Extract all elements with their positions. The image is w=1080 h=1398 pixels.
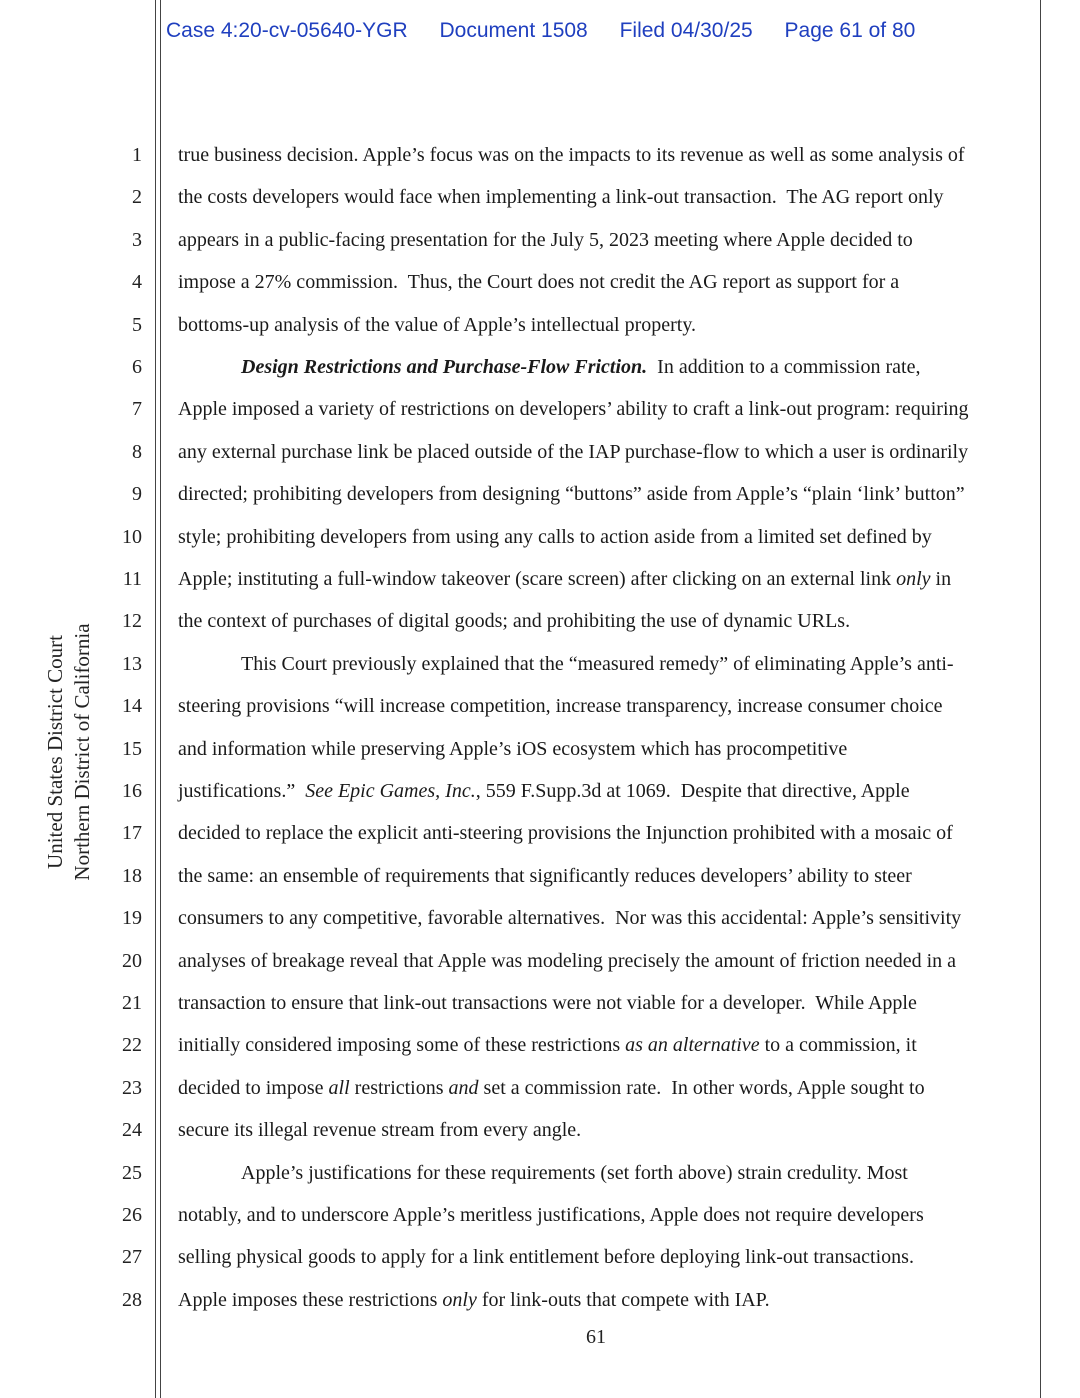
text-line: [178, 1034, 917, 1056]
line-number: 22: [122, 1034, 142, 1057]
text-segment: the context of purchases of digital goods; and prohibiting the use of dynamic URLs.: [178, 610, 851, 633]
text-segment: secure its illegal revenue stream from every angle.: [178, 1119, 582, 1142]
emphasized-text: See Epic Games, Inc.: [305, 780, 476, 802]
text-segment: This Court previously explained that the “measured remedy” of eliminating Apple’s anti-: [241, 652, 954, 675]
text-segment: true business decision. Apple’s focus was on the impacts to its revenue as well as some analysis of: [178, 144, 965, 166]
text-line: [178, 695, 943, 717]
line-number: 19: [122, 907, 142, 930]
text-segment: impose a 27% commission. Thus, the Court does not credit the AG report as support for a: [178, 271, 900, 294]
court-sidebar: [42, 582, 102, 922]
text-segment: for link-outs that compete with IAP.: [476, 1288, 770, 1311]
text-segment: the same: an ensemble of requirements that significantly reduces developers’ ability to steer: [178, 864, 912, 887]
text-line: [178, 865, 912, 887]
line-number: 23: [122, 1076, 142, 1099]
text-segment: consumers to any competitive, favorable alternatives. Nor was this accidental: Apple’s sensitivity: [178, 907, 962, 930]
text-segment: selling physical goods to apply for a link entitlement before deploying link-out transactions.: [178, 1246, 914, 1269]
text-segment: initially considered imposing some of these restrictions: [178, 1034, 626, 1057]
text-line: [178, 483, 965, 505]
page-number: 61: [586, 1326, 606, 1348]
line-number: 15: [122, 737, 142, 760]
text-line: [178, 822, 953, 844]
text-segment: notably, and to underscore Apple’s meritless justifications, Apple does not require developers: [178, 1204, 924, 1226]
text-line: [241, 1162, 908, 1184]
text-line: [178, 144, 965, 166]
text-line: [178, 568, 951, 590]
page-indicator: Page 61 of 80: [784, 19, 916, 42]
district-name: Northern District of California: [70, 623, 94, 881]
line-number: 5: [132, 313, 142, 336]
line-number: 6: [132, 356, 142, 378]
text-line: [178, 229, 913, 251]
text-segment: analyses of breakage reveal that Apple was modeling precisely the amount of friction needed in a: [178, 949, 957, 972]
text-line: [178, 398, 969, 420]
text-line: [178, 950, 956, 972]
line-number: 24: [122, 1119, 142, 1142]
line-number: 12: [122, 610, 142, 633]
text-segment: in: [930, 568, 952, 590]
text-segment: decided to impose: [178, 1076, 329, 1099]
text-segment: , 559 F.Supp.3d at 1069. Despite that directive, Apple: [475, 780, 910, 802]
line-number: 20: [122, 949, 142, 972]
margin-rule-right: [1040, 0, 1041, 1398]
line-number: 17: [122, 822, 142, 845]
text-line: [178, 1077, 925, 1099]
emphasized-text: only: [896, 568, 931, 590]
text-segment: bottoms-up analysis of the value of Apple’s intellectual property.: [178, 313, 697, 336]
text-line: [178, 1289, 770, 1311]
line-number: 25: [122, 1161, 142, 1184]
text-segment: decided to replace the explicit anti-steering provisions the Injunction prohibited with a mosaic of: [178, 822, 953, 845]
text-line: [178, 526, 932, 548]
emphasized-text: and: [448, 1076, 479, 1099]
text-segment: the costs developers would face when implementing a link-out transaction. The AG report only: [178, 186, 944, 209]
text-segment: steering provisions “will increase competition, increase transparency, increase consumer choice: [178, 695, 943, 718]
text-segment: transaction to ensure that link-out transactions were not viable for a developer. While Apple: [178, 992, 917, 1014]
text-line: [178, 992, 917, 1014]
text-segment: appears in a public-facing presentation for the July 5, 2023 meeting where Apple decided to: [178, 228, 913, 251]
text-line: [178, 314, 696, 336]
filed-date: Filed 04/30/25: [619, 19, 753, 42]
text-segment: Apple’s justifications for these requirements (set forth above) strain credulity. Most: [241, 1161, 908, 1184]
line-number: 18: [122, 864, 142, 887]
text-segment: justifications.”: [178, 780, 306, 802]
text-segment: set a commission rate. In other words, Apple sought to: [478, 1076, 925, 1099]
text-line: [178, 738, 847, 760]
line-number: 26: [122, 1204, 142, 1226]
margin-rule-left-inner: [160, 0, 161, 1398]
text-segment: restrictions: [349, 1076, 449, 1099]
text-line: [178, 271, 899, 293]
text-line: [241, 653, 954, 675]
text-segment: Apple imposes these restrictions: [178, 1288, 443, 1311]
line-number: 8: [132, 440, 142, 463]
margin-rule-left-outer: [155, 0, 156, 1398]
text-line: [178, 441, 968, 463]
text-line: [178, 907, 961, 929]
text-line: [178, 780, 910, 802]
case-number: Case 4:20-cv-05640-YGR: [166, 19, 408, 42]
line-number: 27: [122, 1246, 142, 1269]
line-number: 16: [122, 780, 142, 802]
text-line: [178, 186, 944, 208]
line-number: 11: [122, 568, 142, 590]
text-segment: any external purchase link be placed outside of the IAP purchase-flow to which a user is ordinarily: [178, 440, 969, 463]
emphasized-text: all: [328, 1076, 350, 1099]
line-number: 28: [122, 1288, 142, 1311]
emphasized-text: only: [442, 1288, 477, 1311]
line-number: 10: [122, 525, 142, 548]
text-line: [241, 356, 920, 378]
line-number: 21: [122, 992, 142, 1014]
line-number: 1: [132, 144, 142, 166]
document-number: Document 1508: [439, 19, 588, 42]
court-name: United States District Court: [43, 635, 67, 869]
text-line: [178, 1204, 924, 1226]
line-number: 9: [132, 483, 142, 506]
text-segment: directed; prohibiting developers from designing “buttons” aside from Apple’s “plain ‘link’ button”: [178, 483, 965, 506]
emphasized-text: as an alternative: [625, 1034, 760, 1057]
text-segment: and information while preserving Apple’s iOS ecosystem which has procompetitive: [178, 737, 848, 760]
line-number: 4: [132, 271, 142, 294]
emphasized-text: Design Restrictions and Purchase-Flow Friction.: [241, 356, 648, 378]
line-number: 13: [122, 652, 142, 675]
line-number: 3: [132, 228, 142, 251]
ecf-header: [166, 19, 915, 43]
text-segment: to a commission, it: [759, 1034, 917, 1057]
text-segment: In addition to a commission rate,: [647, 356, 921, 378]
line-number: 2: [132, 186, 142, 209]
text-line: [178, 1246, 914, 1268]
line-number: 7: [132, 398, 142, 421]
text-line: [178, 1119, 581, 1141]
text-segment: Apple imposed a variety of restrictions on developers’ ability to craft a link-out program: requiring: [178, 398, 969, 421]
text-segment: Apple; instituting a full-window takeover (scare screen) after clicking on an external link: [178, 568, 897, 590]
text-line: [178, 610, 850, 632]
text-segment: style; prohibiting developers from using any calls to action aside from a limited set defined by: [178, 525, 932, 548]
line-number: 14: [122, 695, 142, 718]
